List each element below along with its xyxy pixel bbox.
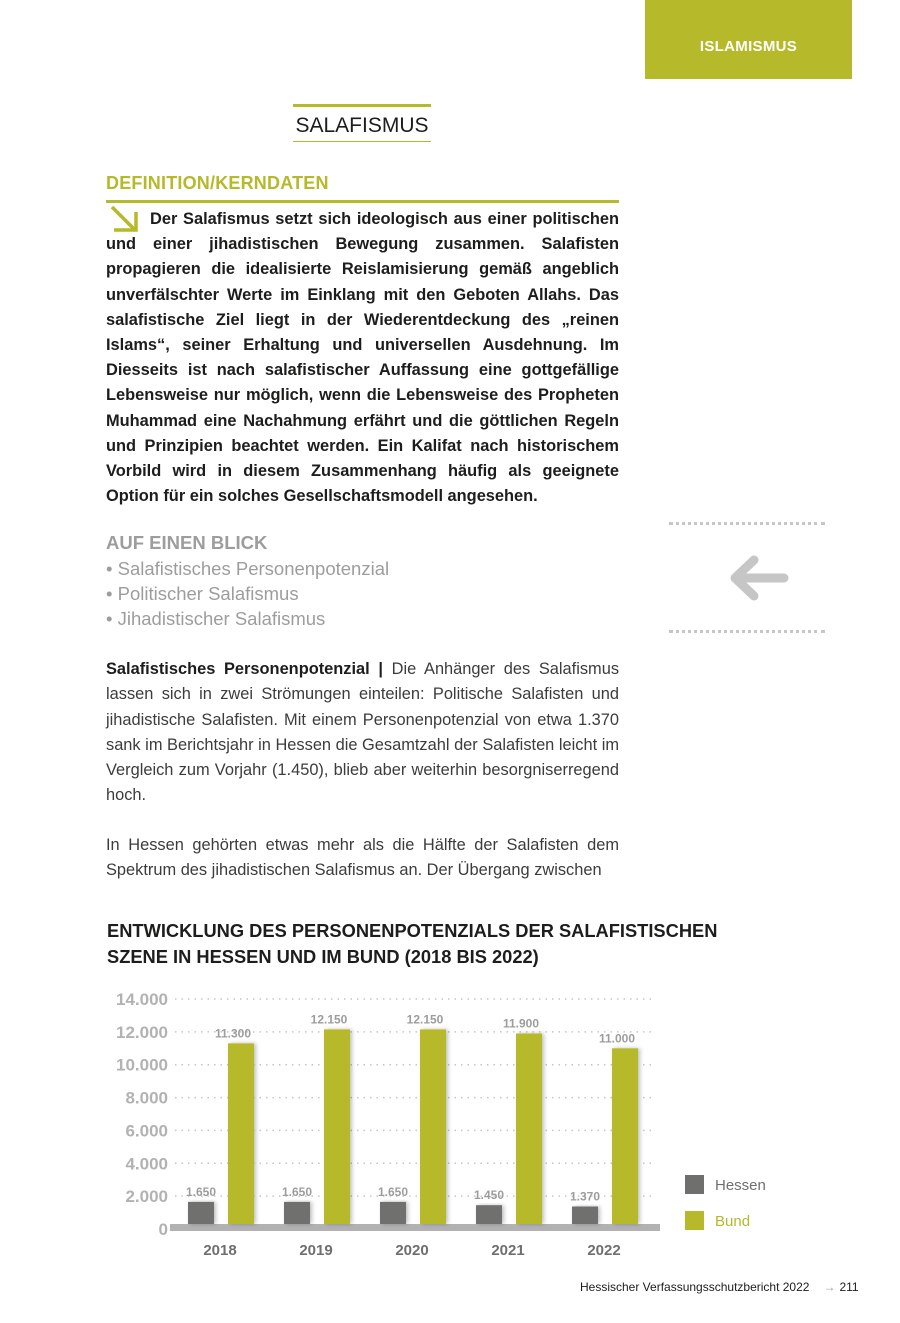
y-tick-label: 0 <box>158 1220 168 1239</box>
publication-title: Hessischer Verfassungsschutzbericht 2022 <box>580 1280 810 1294</box>
y-tick-label: 10.000 <box>116 1055 168 1075</box>
section-tab: ISLAMISMUS <box>645 0 852 79</box>
x-tick-label: 2019 <box>299 1242 333 1259</box>
paragraph-lead: Salafistisches Personenpotenzial | <box>106 660 383 678</box>
chart-title-line: SZENE IN HESSEN UND IM BUND (2018 BIS 2022) <box>107 946 539 967</box>
arrow-left-icon <box>728 555 790 601</box>
y-tick-label: 2.000 <box>125 1187 168 1207</box>
chart-title <box>107 918 747 970</box>
data-label: 1.650 <box>377 1184 409 1199</box>
data-label: 11.300 <box>214 1026 252 1041</box>
bar-chart <box>95 982 805 1267</box>
page-footer <box>580 1280 859 1294</box>
x-tick-label: 2018 <box>203 1242 237 1259</box>
legend-swatch-bund <box>685 1211 704 1230</box>
bar-bund <box>324 1029 350 1224</box>
data-label: 11.000 <box>598 1031 636 1046</box>
chart-title-line: ENTWICKLUNG DES PERSONENPOTENZIALS DER SALAFISTISCHEN <box>107 920 718 941</box>
x-tick-label: 2022 <box>587 1242 621 1259</box>
definition-heading: DEFINITION/KERNDATEN <box>106 173 329 193</box>
bar-hessen <box>188 1202 214 1224</box>
definition-text: Der Salafismus setzt sich ideologisch aus einer politischen und einer jihadistischen Bewegung zusammen. Salafisten propagieren die idealisierte Reislamisierung gemäß angeblich unverfälschter Werte im Einklang mit den Geboten Allahs. Das salafistische Ziel liegt in der Wiederentdeckung des „reinen Islams“, seiner Erhaltung und universellen Ausdehnung. Im Diesseits ist nach salafistischer Auffassung eine gottgefällige Lebensweise nur möglich, wenn die Lebensweise des Propheten Muhammad eine Nachahmung erfährt und die göttlichen Regeln und Prinzipien beachtet werden. Ein Kalifat nach historischem Vorbild wird in diesem Zusammenhang häufig als geeignete Option für ein solches Gesellschaftsmodell angesehen. <box>106 210 619 506</box>
legend-label-bund: Bund <box>715 1213 751 1230</box>
y-tick-label: 12.000 <box>116 1022 168 1042</box>
page-title: SALAFISMUS <box>293 104 431 142</box>
bar-bund <box>228 1043 254 1224</box>
dotted-divider-bottom <box>669 630 825 633</box>
x-tick-label: 2021 <box>491 1242 525 1259</box>
bar-hessen <box>476 1205 502 1224</box>
y-tick-label: 8.000 <box>125 1088 168 1108</box>
bar-bund <box>516 1034 542 1225</box>
definition-rule <box>106 200 619 203</box>
at-a-glance-list <box>106 556 389 631</box>
x-axis-base <box>170 1224 660 1231</box>
y-tick-label: 6.000 <box>125 1121 168 1141</box>
paragraph-text: Die Anhänger des Salafismus lassen sich in zwei Strömungen einteilen: Politische Salafisten und jihadistische Salafisten. Mit einem Personenpotenzial von etwa 1.370 sank im Berichtsjahr in Hessen die Gesamtzahl der Salafisten leicht im Vergleich zum Vorjahr (1.450), blieb aber weiterhin besorgniserregend hoch. <box>106 660 620 805</box>
list-item: • Politischer Salafismus <box>106 583 299 604</box>
data-label: 12.150 <box>406 1012 444 1027</box>
data-label: 12.150 <box>310 1012 348 1027</box>
legend-swatch-hessen <box>685 1175 704 1194</box>
data-label: 1.370 <box>569 1189 601 1204</box>
paragraph-text: In Hessen gehörten etwas mehr als die Hälfte der Salafisten dem Spektrum des jihadistischen Salafismus an. Der Übergang zwischen <box>106 836 619 880</box>
arrow-right-icon: → <box>823 1280 836 1294</box>
data-label: 11.900 <box>502 1016 540 1031</box>
data-label: 1.450 <box>473 1188 505 1203</box>
bar-hessen <box>380 1202 406 1224</box>
at-a-glance-heading: AUF EINEN BLICK <box>106 532 268 553</box>
page-number: 211 <box>839 1280 859 1294</box>
paragraph-personenpotenzial <box>106 657 619 809</box>
y-tick-label: 14.000 <box>116 990 168 1009</box>
dotted-divider-top <box>669 522 825 525</box>
list-item: • Jihadistischer Salafismus <box>106 608 326 629</box>
x-tick-label: 2020 <box>395 1242 429 1259</box>
data-label: 1.650 <box>185 1184 217 1199</box>
y-tick-label: 4.000 <box>125 1154 168 1174</box>
list-item: • Salafistisches Personenpotenzial <box>106 558 390 579</box>
bar-hessen <box>572 1206 598 1224</box>
bar-bund <box>420 1029 446 1224</box>
legend-label-hessen: Hessen <box>715 1177 766 1194</box>
paragraph-spektrum <box>106 833 619 884</box>
bar-hessen <box>284 1202 310 1224</box>
bar-bund <box>612 1048 638 1224</box>
data-label: 1.650 <box>281 1184 313 1199</box>
